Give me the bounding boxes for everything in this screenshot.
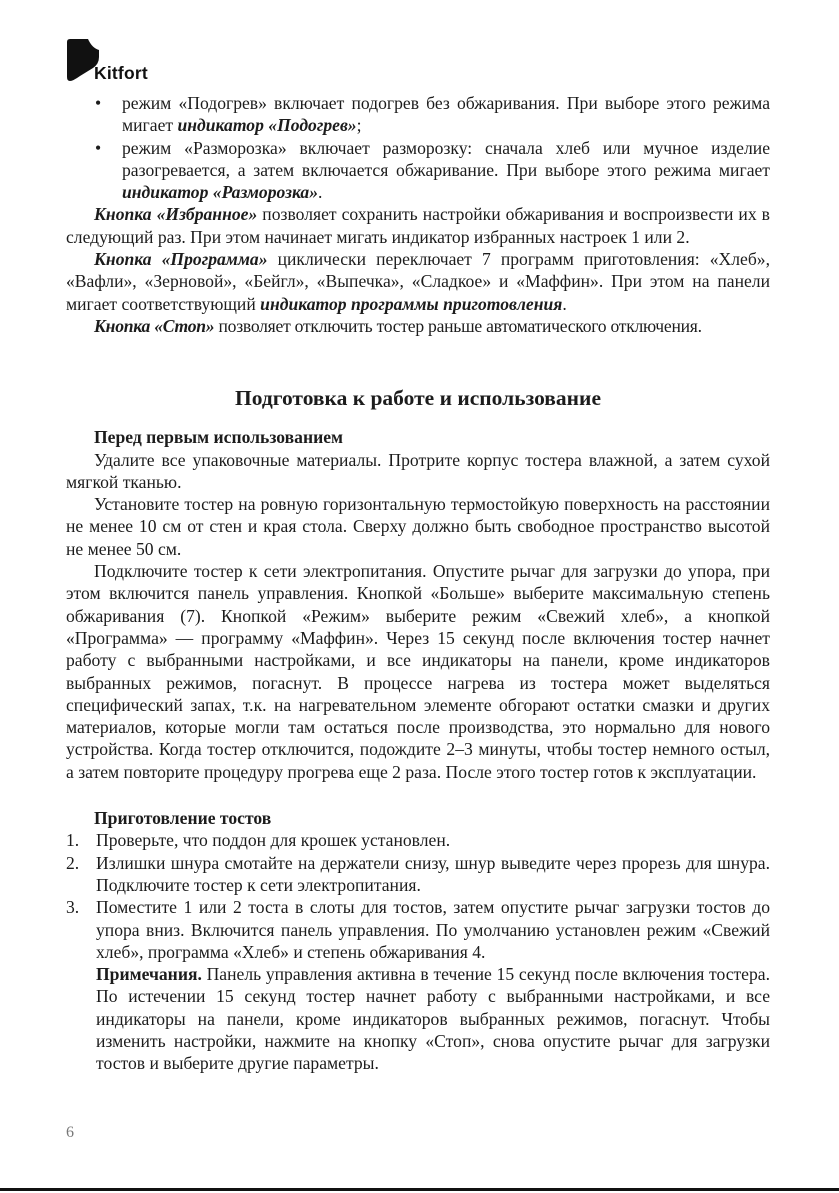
toasting-heading: Приготовление тостов [94, 808, 272, 829]
list-item: 1. Проверьте, что поддон для крошек установлен. [66, 830, 451, 851]
bottom-divider [0, 1188, 839, 1191]
stop-button-paragraph: Кнопка «Стоп» позволяет отключить тостер раньше автоматического отключения. [94, 315, 702, 336]
list-item: • режим «Подогрев» включает подогрев без обжаривания. При выборе этого режима мигает индикатор «Подогрев»; [95, 93, 770, 136]
toasting-steps [66, 829, 770, 963]
list-item: • режим «Разморозка» включает разморозку: сначала хлеб или мучное изделие разогревается, а затем включается обжаривание. При выборе этого режима мигает индикатор «Разморозка». [95, 137, 770, 203]
favorites-button-paragraph: Кнопка «Избранное» позволяет сохранить настройки обжаривания и воспроизвести их в следующий раз. При этом начинает мигать индикатор избранных настроек 1 или 2. [66, 204, 770, 247]
paragraph: Удалите все упаковочные материалы. Протрите корпус тостера влажной, а затем сухой мягкой тканью. [66, 449, 770, 492]
brand-name: Kitfort [94, 63, 148, 83]
note-paragraph: Примечания. Панель управления активна в течение 15 секунд после включения тостера. По истечении 15 секунд тостер начнет работу с выбранными настройками, и все индикаторы на панели, кроме индикаторов выбранных режимов, погаснут. Чтобы изменить настройки, нажмите на кнопку «Стоп», снова опустите рычаг для загрузки тостов и выберите другие параметры. [96, 964, 770, 1074]
first-use-heading: Перед первым использованием [94, 427, 344, 448]
paragraph: Подключите тостер к сети электропитания. Опустите рычаг для загрузки до упора, при этом включится панель управления. Кнопкой «Больше» выберите максимальную степень обжаривания (7). Кнопкой «Режим» выберите режим «Свежий хлеб», а кнопкой «Программа» — программу «Маффин». Через 15 секунд после включения тостер начнет работу с выбранными настройками, и все индикаторы на панели, кроме индикаторов выбранных режимов, погаснут. В процессе нагрева из тостера может выделяться специфический запах, т.к. на нагревательном элементе обгорают остатки смазки и других материалов, которые могли там остаться после производства, это нормально для нового устройства. Когда тостер отключится, подождите 2–3 минуты, чтобы тостер немного остыл, а затем повторите процедуру прогрева еще 2 раза. После этого тостер готов к эксплуатации. [66, 561, 770, 782]
section-title: Подготовка к работе и использование [235, 386, 601, 411]
list-item: 3. Поместите 1 или 2 тоста в слоты для тостов, затем опустите рычаг загрузки тостов до упора вниз. Включится панель управления. По умолчанию установлен режим «Свежий хлеб», программа «Хлеб» и степень обжаривания 4. [66, 897, 770, 962]
page-content [66, 92, 770, 1075]
page-number: 6 [66, 1124, 74, 1141]
bullet-mark: • [95, 93, 102, 113]
mode-list [66, 92, 770, 203]
bullet-mark: • [95, 137, 102, 158]
program-button-paragraph: Кнопка «Программа» циклически переключает 7 программ приготовления: «Хлеб», «Вафли», «Зерновой», «Бейгл», «Выпечка», «Сладкое» и «Маффин». При этом на панели мигает соответствующий индикатор программы приготовления. [66, 249, 770, 314]
paragraph: Установите тостер на ровную горизонтальную термостойкую поверхность на расстоянии не менее 10 см от стен и края стола. Сверху должно быть свободное пространство высотой не менее 50 см. [66, 494, 770, 559]
list-item: 2. Излишки шнура смотайте на держатели снизу, шнур выведите через прорезь для шнура. Подключите тостер к сети электропитания. [66, 852, 770, 895]
